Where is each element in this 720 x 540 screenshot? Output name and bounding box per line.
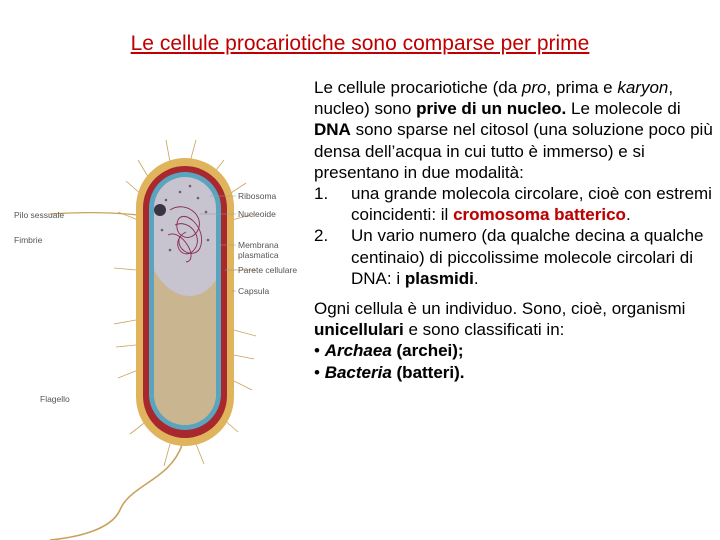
- list-number: 1.: [314, 184, 329, 204]
- body-text: [314, 77, 714, 383]
- bullet-mark: •: [314, 362, 325, 382]
- dark-granule: [154, 204, 166, 216]
- label-nucleoide: Nucleoide: [238, 209, 276, 219]
- text-run: Le molecole di: [566, 99, 681, 119]
- text-run: , prima e: [546, 78, 618, 97]
- paragraph-intro: [314, 77, 714, 183]
- term-karyon: karyon: [617, 78, 669, 97]
- text-run: Ogni cellula è un individuo. Sono, cioè, organismi: [314, 299, 686, 319]
- label-pilo-sessuale: Pilo sessuale: [14, 210, 65, 220]
- text-run: (batteri).: [391, 362, 465, 382]
- highlight-cromosoma: cromosoma batterico: [453, 205, 626, 225]
- highlight-plasmidi: plasmidi: [404, 268, 474, 288]
- highlight-prive-nucleo: prive di un nucleo.: [416, 99, 567, 119]
- bullet-bacteria: [314, 362, 714, 383]
- term-archaea: Archaea: [324, 341, 392, 361]
- list-item-2: [314, 225, 714, 289]
- term-bacteria: Bacteria: [324, 362, 392, 382]
- list-item-1: [314, 183, 714, 225]
- list-item-text: [351, 183, 714, 225]
- term-pro: pro: [521, 78, 547, 97]
- text-run: , nucleo) sono: [314, 78, 674, 119]
- text-run: .: [473, 268, 479, 288]
- label-flagello: Flagello: [40, 394, 70, 404]
- text-run: una grande molecola circolare, cioè con estremi coincidenti: il: [351, 184, 712, 225]
- text-run: Un vario numero (da qualche decina a qualche centinaio) di piccolissime molecole circolari di DNA: i: [351, 226, 704, 288]
- label-fimbrie: Fimbrie: [14, 235, 43, 245]
- label-capsula: Capsula: [238, 286, 270, 296]
- label-plasmatica: plasmatica: [238, 250, 279, 260]
- highlight-dna: DNA: [314, 120, 351, 140]
- flagellum-line: [50, 445, 182, 540]
- bullet-archaea: [314, 340, 714, 361]
- label-parete-cellulare: Parete cellulare: [238, 265, 298, 275]
- page-title: Le cellule procariotiche sono comparse per prime: [130, 32, 590, 55]
- prokaryotic-cell-diagram: [10, 100, 310, 540]
- text-run: (archei);: [391, 341, 464, 361]
- paragraph-classification: [314, 298, 714, 340]
- list-item-text: [351, 225, 714, 289]
- label-ribosoma: Ribosoma: [238, 191, 277, 201]
- text-run: Le cellule procariotiche (da: [314, 78, 522, 97]
- text-run: .: [625, 205, 631, 225]
- text-run: e sono classificati in:: [403, 320, 565, 340]
- label-membrana: Membrana: [238, 240, 279, 250]
- text-run: sono sparse nel citosol (una soluzione poco più densa dell’acqua in cui tutto è immerso) e si presentano in due modalità:: [314, 120, 713, 182]
- list-number: 2.: [314, 226, 329, 246]
- bullet-mark: •: [314, 341, 325, 361]
- highlight-unicellulari: unicellulari: [314, 320, 404, 340]
